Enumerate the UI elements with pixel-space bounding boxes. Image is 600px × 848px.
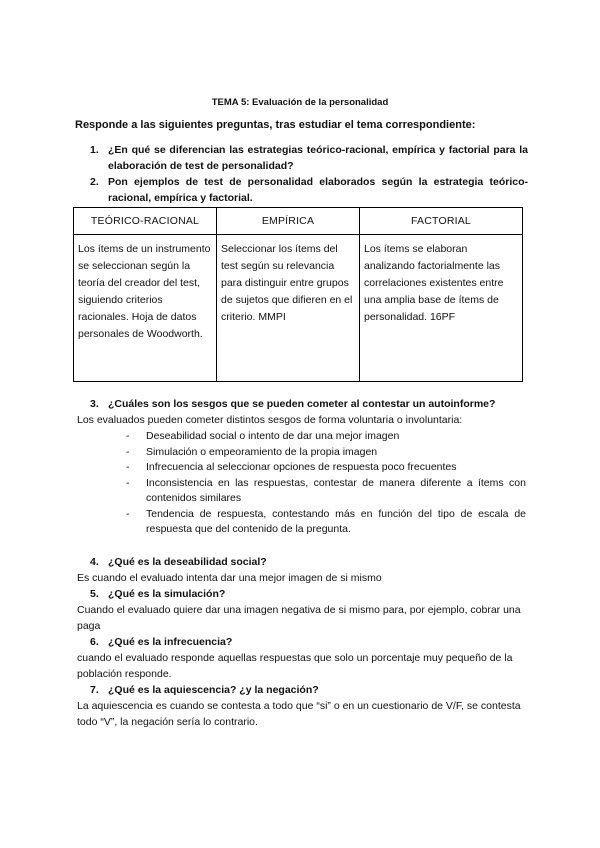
answer-5: Cuando el evaluado quiere dar una imagen negativa de si mismo para, por ejemplo, cobrar una paga bbox=[77, 604, 521, 632]
question-3-text: ¿Cuáles son los sesgos que se pueden cometer al contestar un autoinforme? bbox=[108, 398, 496, 410]
list-item: - Simulación o empeoramiento de la propia imagen bbox=[126, 445, 526, 461]
strategies-table bbox=[73, 207, 523, 382]
header-factorial: FACTORIAL bbox=[360, 208, 523, 235]
question-1-number: 1. bbox=[90, 144, 99, 156]
question-4-text: ¿Qué es la deseabilidad social? bbox=[108, 556, 267, 568]
question-6 bbox=[90, 634, 232, 650]
cell-empirica: Seleccionar los ítems del test según su relevancia para distinguir entre grupos de sujetos que difieren en el criterio. MMPI bbox=[217, 235, 360, 382]
header-teorico-racional: TEÓRICO-RACIONAL bbox=[74, 208, 217, 235]
question-7 bbox=[90, 682, 319, 698]
table-row bbox=[74, 235, 523, 382]
question-2-text: Pon ejemplos de test de personalidad elaborados según la estrategia teórico-racional, empírica y factorial. bbox=[108, 176, 528, 204]
question-7-text: ¿Qué es la aquiescencia? ¿y la negación? bbox=[108, 684, 319, 696]
header-empirica: EMPÍRICA bbox=[217, 208, 360, 235]
page-title: TEMA 5: Evaluación de la personalidad bbox=[211, 97, 389, 108]
question-5-text: ¿Qué es la simulación? bbox=[108, 588, 226, 600]
question-1 bbox=[90, 142, 528, 174]
cell-teorico-racional: Los ítems de un instrumento se seleccionan según la teoría del creador del test, siguiendo criterios racionales. Hoja de datos personales de Woodworth. bbox=[74, 235, 217, 382]
list-item: - Tendencia de respuesta, contestando más en función del tipo de escala de respuesta que del contenido de la pregunta. bbox=[126, 507, 526, 538]
bias-list bbox=[126, 429, 526, 538]
question-1-text: ¿En qué se diferencian las estrategias teórico-racional, empírica y factorial para la elaboración de test de personalidad? bbox=[108, 144, 528, 172]
answer-3: Los evaluados pueden cometer distintos sesgos de forma voluntaria o involuntaria: bbox=[77, 414, 463, 426]
question-5 bbox=[90, 586, 225, 602]
list-item: - Deseabilidad social o intento de dar una mejor imagen bbox=[126, 429, 526, 445]
question-6-text: ¿Qué es la infrecuencia? bbox=[108, 636, 233, 648]
cell-factorial: Los ítems se elaboran analizando factorialmente las correlaciones existentes entre una amplia base de ítems de personalidad. 16PF bbox=[360, 235, 523, 382]
question-4 bbox=[90, 554, 267, 570]
question-7-number: 7. bbox=[90, 684, 99, 696]
question-4-number: 4. bbox=[90, 556, 99, 568]
list-item: - Inconsistencia en las respuestas, contestar de manera diferente a ítems con contenidos similares bbox=[126, 476, 526, 507]
instructions: Responde a las siguientes preguntas, tras estudiar el tema correspondiente: bbox=[75, 119, 476, 131]
question-6-number: 6. bbox=[90, 636, 99, 648]
answer-4: Es cuando el evaluado intenta dar una mejor imagen de si mismo bbox=[77, 572, 382, 584]
question-3 bbox=[90, 396, 495, 412]
answer-6: cuando el evaluado responde aquellas respuestas que solo un porcentaje muy pequeño de la población responde. bbox=[77, 652, 513, 680]
question-2-number: 2. bbox=[90, 176, 99, 188]
question-2 bbox=[90, 174, 528, 206]
answer-7: La aquiescencia es cuando se contesta a todo que “si” o en un cuestionario de V/F, se contesta todo “V”, la negación sería lo contrario. bbox=[77, 700, 521, 728]
question-5-number: 5. bbox=[90, 588, 99, 600]
list-item: - Infrecuencia al seleccionar opciones de respuesta poco frecuentes bbox=[126, 460, 526, 476]
table-header-row bbox=[74, 208, 523, 235]
question-3-number: 3. bbox=[90, 398, 99, 410]
